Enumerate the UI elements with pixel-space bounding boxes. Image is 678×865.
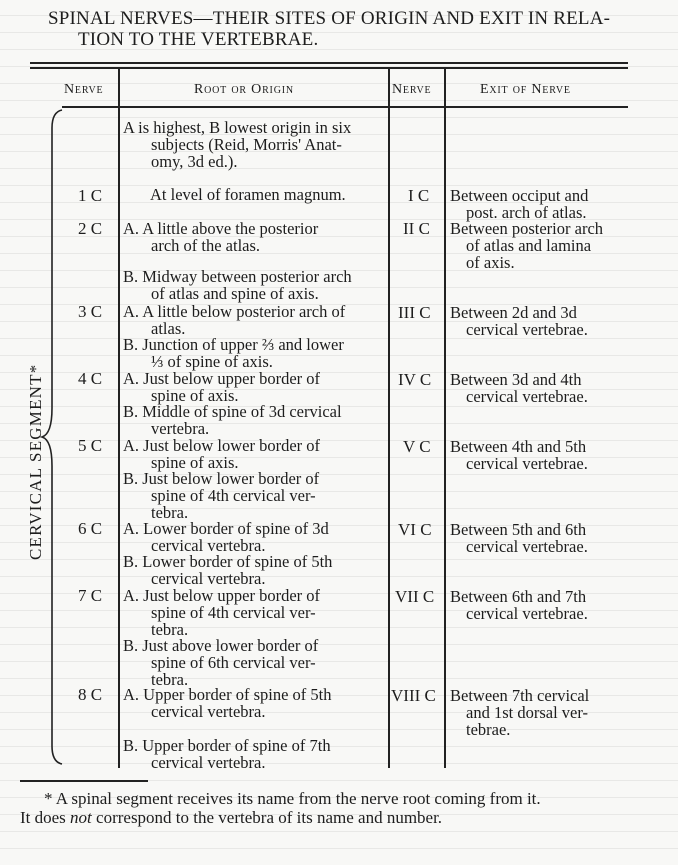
row-7-root-a: A. Just below upper border of spine of 4th cervical ver- tebra. (123, 586, 321, 639)
footnote (20, 789, 650, 827)
row-6-exit-nerve: VI C (398, 520, 432, 539)
header-root: Root or Origin (194, 82, 294, 97)
row-8-root-a: A. Upper border of spine of 5th cervical vertebra. (123, 685, 332, 721)
row-5-root-b: B. Just below lower border of spine of 4th cervical ver- tebra. (123, 469, 320, 522)
row-4-root-a: A. Just below upper border of spine of axis. (123, 369, 321, 405)
table-title (48, 8, 638, 50)
row-8-exit: Between 7th cervical and 1st dorsal ver- tebrae. (450, 686, 590, 739)
row-6-root-a: A. Lower border of spine of 3d cervical vertebra. (123, 519, 329, 555)
row-3-root-a: A. A little below posterior arch of atlas. (123, 302, 346, 338)
top-rule-1 (30, 62, 628, 64)
row-7-exit: Between 6th and 7th cervical vertebrae. (450, 587, 588, 623)
row-8-nerve: 8 C (78, 685, 103, 704)
header-rule (62, 106, 628, 108)
column-divider-2 (388, 68, 390, 768)
footnote-line-2: It does not correspond to the vertebra of its name and number. (20, 808, 443, 827)
row-3-root-b: B. Junction of upper ⅔ and lower ⅓ of spine of axis. (123, 335, 344, 371)
row-4-exit-nerve: IV C (398, 370, 432, 389)
row-3-exit-nerve: III C (398, 303, 431, 322)
row-2-nerve: 2 C (78, 219, 103, 238)
row-1-root: At level of foramen magnum. (150, 185, 346, 204)
row-8-exit-nerve: VIII C (391, 686, 436, 705)
row-5-exit-nerve: V C (403, 437, 431, 456)
row-3-exit: Between 2d and 3d cervical vertebrae. (450, 303, 588, 339)
segment-label: CERVICAL SEGMENT* (26, 363, 45, 560)
row-8-root-b: B. Upper border of spine of 7th cervical vertebra. (123, 736, 331, 772)
header-exit: Exit of Nerve (480, 82, 571, 97)
column-divider-3 (444, 68, 446, 768)
row-7-root-b: B. Just above lower border of spine of 6th cervical ver- tebra. (123, 636, 319, 689)
row-3-nerve: 3 C (78, 302, 103, 321)
row-5-exit: Between 4th and 5th cervical vertebrae. (450, 437, 588, 473)
row-2-exit-nerve: II C (403, 219, 430, 238)
column-divider-1 (118, 68, 120, 768)
row-2-root-b: B. Midway between posterior arch of atlas and spine of axis. (123, 267, 352, 303)
row-1-exit-nerve: I C (408, 186, 430, 205)
row-6-root-b: B. Lower border of spine of 5th cervical vertebra. (123, 552, 333, 588)
header-nerve: Nerve (64, 82, 104, 97)
footnote-line-1: * A spinal segment receives its name from the nerve root coming from it. (44, 789, 541, 808)
row-5-root-a: A. Just below lower border of spine of axis. (123, 436, 321, 472)
row-5-nerve: 5 C (78, 436, 103, 455)
row-6-exit: Between 5th and 6th cervical vertebrae. (450, 520, 588, 556)
row-7-nerve: 7 C (78, 586, 103, 605)
header-nerve-2: Nerve (392, 82, 432, 97)
row-4-root-b: B. Middle of spine of 3d cervical vertebra. (123, 402, 342, 438)
row-7-exit-nerve: VII C (395, 587, 435, 606)
row-4-nerve: 4 C (78, 369, 103, 388)
intro-note: A is highest, B lowest origin in six subjects (Reid, Morris' Anat- omy, 3d ed.). (123, 118, 352, 171)
title-line-2: TION TO THE VERTEBRAE. (78, 29, 319, 50)
row-4-exit: Between 3d and 4th cervical vertebrae. (450, 370, 588, 406)
row-1-exit: Between occiput and post. arch of atlas. (450, 186, 589, 222)
title-line-1: SPINAL NERVES—THEIR SITES OF ORIGIN AND EXIT IN RELA- (48, 8, 611, 29)
row-6-nerve: 6 C (78, 519, 103, 538)
row-2-root-a: A. A little above the posterior arch of the atlas. (123, 219, 319, 255)
row-1-nerve: 1 C (78, 186, 103, 205)
footnote-rule (20, 780, 148, 782)
row-2-exit: Between posterior arch of atlas and lamina of axis. (450, 219, 604, 272)
